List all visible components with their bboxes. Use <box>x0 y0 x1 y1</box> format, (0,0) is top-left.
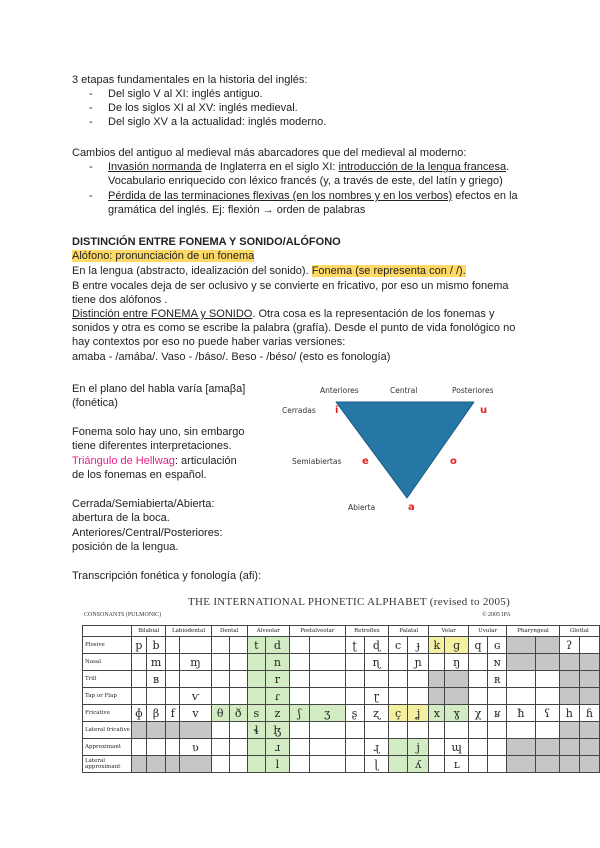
ipa-symbol-cell <box>389 739 408 756</box>
ipa-symbol-cell <box>389 654 408 671</box>
list-item: - Pérdida de las terminaciones flexivas (en los nombres y en los verbos) efectos en la <box>89 190 518 202</box>
ipa-symbol-cell <box>309 688 345 705</box>
vowel-a: a <box>408 502 415 513</box>
ipa-symbol-cell: ɬ <box>247 722 265 739</box>
ipa-symbol-cell <box>507 722 535 739</box>
ipa-symbol-cell <box>408 671 429 688</box>
ipa-symbol-cell: z <box>265 705 289 722</box>
ipa-symbol-cell: ɻ <box>364 739 389 756</box>
ipa-symbol-cell <box>247 671 265 688</box>
b-line-2: tiene dos alófonos . <box>72 294 168 306</box>
ipa-symbol-cell: p <box>132 637 147 654</box>
list-item: - Del siglo V al XI: inglés antiguo. <box>89 88 263 100</box>
ipa-symbol-cell <box>579 722 599 739</box>
ipa-symbol-cell <box>211 654 229 671</box>
ipa-symbol-cell: ɴ <box>488 654 507 671</box>
table-row <box>83 688 600 705</box>
ipa-symbol-cell: ħ <box>507 705 535 722</box>
ipa-symbol-cell <box>211 671 229 688</box>
ipa-symbol-cell <box>166 637 180 654</box>
ipa-symbol-cell: ɮ <box>265 722 289 739</box>
ipa-column-header: Postalveolar <box>289 626 345 637</box>
ipa-column-header: Bilabial <box>132 626 166 637</box>
ipa-symbol-cell <box>146 722 166 739</box>
ipa-symbol-cell <box>309 654 345 671</box>
ipa-symbol-cell: β <box>146 705 166 722</box>
ipa-symbol-cell <box>469 739 488 756</box>
ipa-symbol-cell <box>488 722 507 739</box>
vowel-u: u <box>480 405 488 416</box>
ipa-symbol-cell <box>429 654 445 671</box>
ipa-row-header: Lateral fricative <box>83 722 132 739</box>
ipa-title: THE INTERNATIONAL PHONETIC ALPHABET (revised to 2005) <box>188 596 511 608</box>
ipa-symbol-cell <box>445 671 469 688</box>
ipa-symbol-cell <box>132 739 147 756</box>
ipa-symbol-cell <box>535 637 559 654</box>
ipa-symbol-cell <box>469 756 488 773</box>
ipa-symbol-cell: b <box>146 637 166 654</box>
ipa-symbol-cell <box>535 688 559 705</box>
ipa-row-header: Approximant <box>83 739 132 756</box>
ipa-symbol-cell <box>345 654 364 671</box>
ipa-symbol-cell: ʙ <box>146 671 166 688</box>
ipa-symbol-cell <box>429 756 445 773</box>
ipa-symbol-cell: ɰ <box>445 739 469 756</box>
ipa-symbol-cell <box>166 688 180 705</box>
ipa-symbol-cell <box>507 688 535 705</box>
ipa-symbol-cell: ʀ <box>488 671 507 688</box>
fonema-line-2: tiene diferentes interpretaciones. <box>72 440 232 452</box>
ipa-symbol-cell <box>389 671 408 688</box>
ipa-column-header: Labiodental <box>166 626 211 637</box>
ipa-symbol-cell <box>579 671 599 688</box>
ipa-symbol-cell <box>289 688 309 705</box>
ipa-symbol-cell <box>180 756 211 773</box>
header-corner <box>83 626 132 637</box>
ipa-symbol-cell <box>211 722 229 739</box>
ipa-symbol-cell: ʁ <box>488 705 507 722</box>
ipa-symbol-cell: ʋ <box>180 739 211 756</box>
ipa-symbol-cell <box>166 739 180 756</box>
ipa-symbol-cell <box>247 654 265 671</box>
ipa-symbol-cell: l <box>265 756 289 773</box>
table-row <box>83 637 600 654</box>
ipa-symbol-cell <box>469 671 488 688</box>
ipa-symbol-cell <box>445 688 469 705</box>
alofono-definition: Alófono: pronunciación de un fonema <box>72 250 255 262</box>
table-row <box>83 705 600 722</box>
ipa-symbol-cell <box>289 654 309 671</box>
ipa-symbol-cell <box>132 654 147 671</box>
ipa-symbol-cell: ɦ <box>579 705 599 722</box>
ipa-symbol-cell <box>166 671 180 688</box>
ipa-symbol-cell <box>289 756 309 773</box>
ipa-symbol-cell: ð <box>229 705 247 722</box>
ipa-symbol-cell <box>132 756 147 773</box>
cambios-intro: Cambios del antiguo al medieval más abarcadores que del medieval al moderno: <box>72 147 467 159</box>
ipa-symbol-cell <box>229 671 247 688</box>
ipa-symbol-cell <box>429 722 445 739</box>
ipa-symbol-cell <box>289 739 309 756</box>
label-abierta: Abierta <box>348 503 376 512</box>
ipa-symbol-cell <box>579 637 599 654</box>
ipa-symbol-cell <box>309 756 345 773</box>
ipa-symbol-cell: ɭ <box>364 756 389 773</box>
ipa-symbol-cell: ʈ <box>345 637 364 654</box>
label-central: Central <box>390 386 418 395</box>
ipa-symbol-cell <box>559 756 579 773</box>
ipa-symbol-cell <box>229 722 247 739</box>
distincion-line-1: Distinción entre FONEMA y SONIDO. Otra cosa es la representación de los fonemas y <box>72 308 495 320</box>
ipa-symbol-cell <box>229 688 247 705</box>
ipa-symbol-cell <box>211 637 229 654</box>
ipa-symbol-cell <box>488 739 507 756</box>
ipa-column-header: Pharyngeal <box>507 626 559 637</box>
ipa-row-header: Nasal <box>83 654 132 671</box>
ipa-symbol-cell <box>211 739 229 756</box>
list-item-continuation: gramática del inglés. Ej: flexión → orden de palabras <box>108 204 366 216</box>
ipa-symbol-cell: ɖ <box>364 637 389 654</box>
ipa-symbol-cell: ʝ <box>408 705 429 722</box>
ipa-symbol-cell <box>389 688 408 705</box>
ipa-symbol-cell <box>146 688 166 705</box>
fonema-line-1: Fonema solo hay uno, sin embargo <box>72 426 245 438</box>
ipa-symbol-cell: v <box>180 705 211 722</box>
ipa-symbol-cell: t <box>247 637 265 654</box>
habla-line-2: (fonética) <box>72 397 118 409</box>
ipa-symbol-cell <box>289 637 309 654</box>
ipa-symbol-cell <box>345 722 364 739</box>
ipa-symbol-cell: f <box>166 705 180 722</box>
ipa-column-header: Dental <box>211 626 247 637</box>
ipa-symbol-cell: s <box>247 705 265 722</box>
ipa-symbol-cell: x <box>429 705 445 722</box>
ipa-symbol-cell <box>507 671 535 688</box>
ipa-row-header: Trill <box>83 671 132 688</box>
ipa-symbol-cell <box>429 688 445 705</box>
cerrada-line-2: abertura de la boca. <box>72 512 170 524</box>
hellwag-line-2: de los fonemas en español. <box>72 469 207 481</box>
ipa-symbol-cell <box>309 671 345 688</box>
section-heading: DISTINCIÓN ENTRE FONEMA Y SONIDO/ALÓFONO <box>72 236 341 248</box>
ipa-column-header: Glottal <box>559 626 599 637</box>
ipa-symbol-cell <box>166 654 180 671</box>
ipa-symbol-cell: j <box>408 739 429 756</box>
ipa-symbol-cell <box>488 756 507 773</box>
ipa-symbol-cell: r <box>265 671 289 688</box>
ipa-symbol-cell: ʎ <box>408 756 429 773</box>
table-row <box>83 654 600 671</box>
ipa-symbol-cell: ʐ <box>364 705 389 722</box>
examples-line: amaba - /amába/. Vaso - /báso/. Beso - /béso/ (esto es fonología) <box>72 351 391 363</box>
ipa-symbol-cell: ç <box>389 705 408 722</box>
ipa-symbol-cell <box>229 756 247 773</box>
ipa-symbol-cell <box>429 739 445 756</box>
ipa-symbol-cell <box>247 756 265 773</box>
ipa-symbol-cell <box>445 722 469 739</box>
ipa-symbol-cell <box>289 671 309 688</box>
ipa-column-header: Palatal <box>389 626 429 637</box>
ipa-symbol-cell <box>146 756 166 773</box>
ipa-symbol-cell: ɳ <box>364 654 389 671</box>
ipa-symbol-cell <box>535 654 559 671</box>
ipa-symbol-cell <box>535 722 559 739</box>
ipa-symbol-cell <box>289 722 309 739</box>
hellwag-triangle-diagram <box>280 380 520 520</box>
b-line-1: B entre vocales deja de ser oclusivo y se convierte en fricativo, por eso un mismo fonema <box>72 280 509 292</box>
list-item: - Invasión normanda de Inglaterra en el siglo XI: introducción de la lengua francesa. <box>89 161 510 173</box>
vowel-e: e <box>362 456 369 467</box>
label-anteriores: Anteriores <box>320 386 359 395</box>
lengua-line: En la lengua (abstracto, idealización del sonido). Fonema (se representa con / /). <box>72 265 466 277</box>
ipa-symbol-cell <box>507 756 535 773</box>
ipa-symbol-cell <box>559 739 579 756</box>
ipa-symbol-cell: d <box>265 637 289 654</box>
ipa-symbol-cell <box>345 739 364 756</box>
ipa-column-header: Alveolar <box>247 626 289 637</box>
ipa-copyright: © 2005 IPA <box>482 612 511 618</box>
ipa-symbol-cell: ɱ <box>180 654 211 671</box>
ipa-symbol-cell <box>211 756 229 773</box>
ipa-symbol-cell: m <box>146 654 166 671</box>
etapas-intro: 3 etapas fundamentales en la historia del inglés: <box>72 74 308 86</box>
ipa-symbol-cell: c <box>389 637 408 654</box>
ipa-symbol-cell <box>309 637 345 654</box>
vowel-i: i <box>335 405 339 416</box>
ipa-symbol-cell <box>345 671 364 688</box>
ipa-symbol-cell: ɾ <box>265 688 289 705</box>
ipa-symbol-cell <box>247 739 265 756</box>
ipa-symbol-cell: ʕ <box>535 705 559 722</box>
hellwag-line: Triángulo de Hellwag: articulación <box>72 455 237 467</box>
table-row <box>83 722 600 739</box>
ipa-symbol-cell <box>507 637 535 654</box>
ipa-symbol-cell: ɲ <box>408 654 429 671</box>
vowel-o: o <box>450 456 457 467</box>
ipa-symbol-cell <box>229 637 247 654</box>
list-item-continuation: Vocabulario enriquecido con léxico francés (y, a través de este, del latín y griego) <box>108 175 503 187</box>
ipa-symbol-cell: ʂ <box>345 705 364 722</box>
distincion-line-2: sonidos y otra es como se escribe la palabra (grafía). Desde el punto de vida fonológico no <box>72 322 516 334</box>
ipa-symbol-cell <box>559 722 579 739</box>
ipa-row-header: Fricative <box>83 705 132 722</box>
ipa-symbol-cell: ɡ <box>445 637 469 654</box>
ipa-symbol-cell: h <box>559 705 579 722</box>
ipa-symbol-cell <box>469 654 488 671</box>
ipa-symbol-cell <box>579 756 599 773</box>
vowel-triangle <box>336 402 474 498</box>
ipa-symbol-cell <box>535 739 559 756</box>
ipa-symbol-cell: ɣ <box>445 705 469 722</box>
ipa-symbol-cell <box>166 722 180 739</box>
ipa-symbol-cell <box>364 722 389 739</box>
ipa-symbol-cell <box>146 739 166 756</box>
ipa-symbol-cell <box>507 739 535 756</box>
ipa-row-header: Tap or Flap <box>83 688 132 705</box>
ipa-symbol-cell: ʃ <box>289 705 309 722</box>
ipa-symbol-cell <box>535 756 559 773</box>
ipa-symbol-cell <box>389 722 408 739</box>
ipa-symbol-cell <box>535 671 559 688</box>
ipa-symbol-cell <box>559 654 579 671</box>
ipa-symbol-cell: ɹ <box>265 739 289 756</box>
table-row <box>83 756 600 773</box>
distincion-line-3: hay contextos por eso no puede haber varias versiones: <box>72 336 346 348</box>
table-row <box>83 671 600 688</box>
habla-line-1: En el plano del habla varía [amaβa] <box>72 383 246 395</box>
anteriores-line-2: posición de la lengua. <box>72 541 179 553</box>
ipa-symbol-cell <box>180 722 211 739</box>
ipa-symbol-cell <box>345 756 364 773</box>
ipa-symbol-cell <box>309 722 345 739</box>
ipa-column-header: Velar <box>429 626 469 637</box>
label-posteriores: Posteriores <box>452 386 494 395</box>
ipa-symbol-cell <box>408 688 429 705</box>
ipa-symbol-cell <box>507 654 535 671</box>
ipa-symbol-cell: ⱱ <box>180 688 211 705</box>
ipa-symbol-cell: ʟ <box>445 756 469 773</box>
ipa-symbol-cell <box>309 739 345 756</box>
ipa-symbol-cell <box>559 671 579 688</box>
ipa-column-header: Retroflex <box>345 626 389 637</box>
ipa-symbol-cell <box>229 739 247 756</box>
ipa-symbol-cell <box>389 756 408 773</box>
ipa-symbol-cell <box>579 654 599 671</box>
ipa-symbol-cell <box>180 637 211 654</box>
ipa-symbol-cell <box>247 688 265 705</box>
ipa-symbol-cell <box>180 671 211 688</box>
ipa-symbol-cell: k <box>429 637 445 654</box>
transcripcion-line: Transcripción fonética y fonología (afi): <box>72 570 262 582</box>
ipa-symbol-cell: ŋ <box>445 654 469 671</box>
ipa-symbol-cell <box>132 722 147 739</box>
ipa-symbol-cell <box>429 671 445 688</box>
ipa-symbol-cell: ɸ <box>132 705 147 722</box>
ipa-symbol-cell <box>211 688 229 705</box>
cerrada-line-1: Cerrada/Semiabierta/Abierta: <box>72 498 215 510</box>
list-item: - De los siglos XI al XV: inglés medieval. <box>89 102 298 114</box>
ipa-symbol-cell: θ <box>211 705 229 722</box>
ipa-symbol-cell <box>345 688 364 705</box>
anteriores-line-1: Anteriores/Central/Posteriores: <box>72 527 223 539</box>
ipa-symbol-cell: q <box>469 637 488 654</box>
ipa-symbol-cell: ɢ <box>488 637 507 654</box>
ipa-symbol-cell <box>579 739 599 756</box>
ipa-column-header: Uvular <box>469 626 507 637</box>
ipa-symbol-cell <box>469 722 488 739</box>
ipa-symbol-cell <box>488 688 507 705</box>
ipa-symbol-cell: ɟ <box>408 637 429 654</box>
ipa-symbol-cell <box>579 688 599 705</box>
ipa-row-header: Lateral approximant <box>83 756 132 773</box>
label-semiabiertas: Semiabiertas <box>292 457 342 466</box>
ipa-symbol-cell <box>166 756 180 773</box>
ipa-consonant-table <box>82 625 600 773</box>
ipa-subtitle: CONSONANTS (PULMONIC) <box>84 612 162 618</box>
table-row <box>83 739 600 756</box>
ipa-symbol-cell: ɽ <box>364 688 389 705</box>
ipa-symbol-cell: ʒ <box>309 705 345 722</box>
ipa-symbol-cell <box>132 671 147 688</box>
ipa-symbol-cell: χ <box>469 705 488 722</box>
ipa-symbol-cell: ʔ <box>559 637 579 654</box>
label-cerradas: Cerradas <box>282 406 316 415</box>
ipa-symbol-cell <box>364 671 389 688</box>
ipa-symbol-cell: n <box>265 654 289 671</box>
ipa-symbol-cell <box>229 654 247 671</box>
ipa-symbol-cell <box>559 688 579 705</box>
ipa-symbol-cell <box>132 688 147 705</box>
ipa-symbol-cell <box>408 722 429 739</box>
ipa-symbol-cell <box>469 688 488 705</box>
ipa-row-header: Plosive <box>83 637 132 654</box>
list-item: - Del siglo XV a la actualidad: inglés moderno. <box>89 116 327 128</box>
